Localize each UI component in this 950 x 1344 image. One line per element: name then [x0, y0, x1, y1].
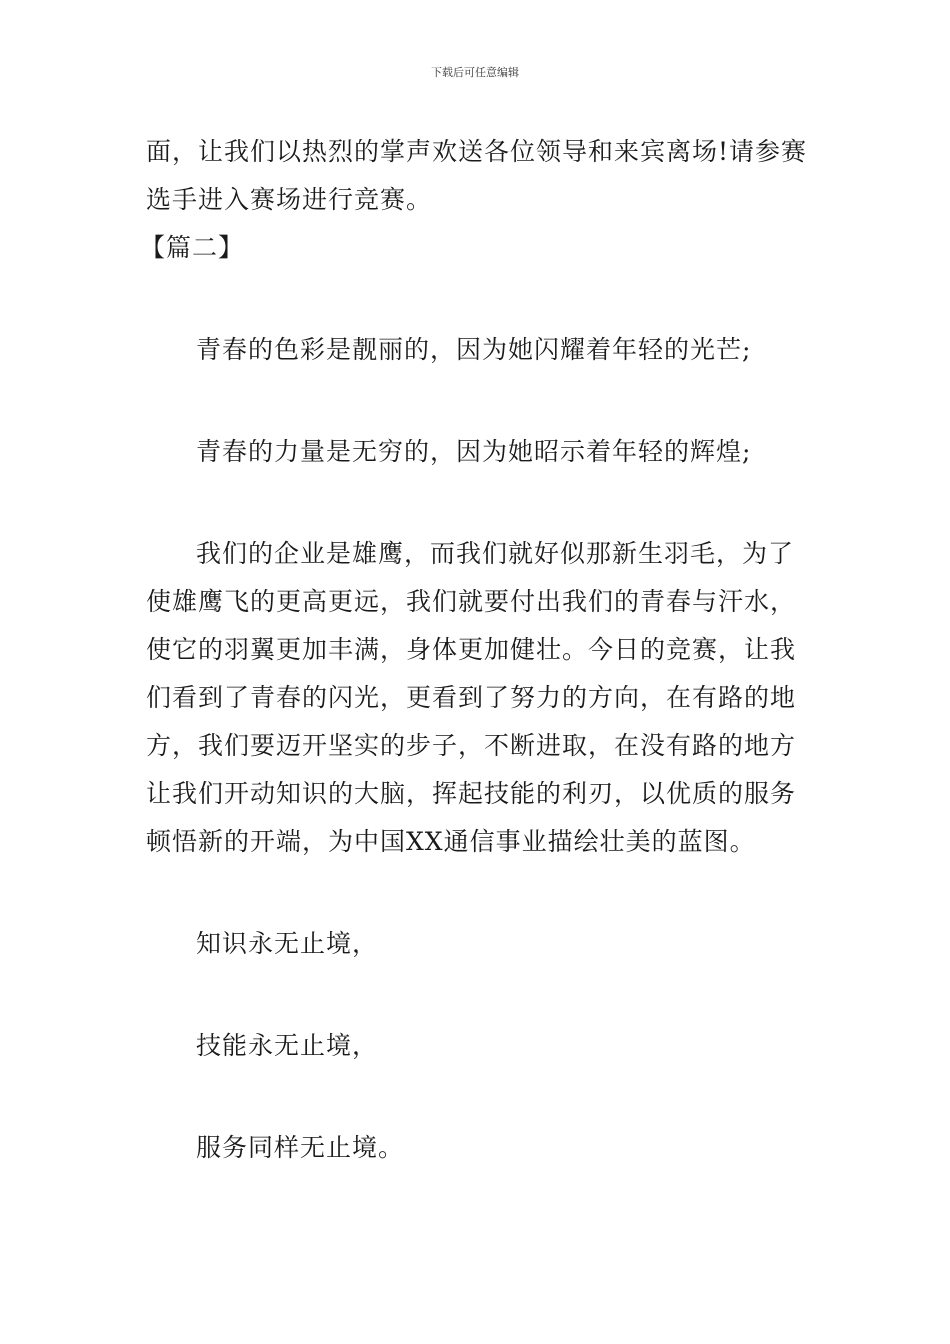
spacer	[146, 272, 814, 326]
main-paragraph-line-2: 使雄鹰飞的更高更远，我们就要付出我们的青春与汗水，	[146, 587, 797, 616]
intro-line-2: 选手进入赛场进行竞赛。	[146, 185, 433, 214]
intro-line-1: 面，让我们以热烈的掌声欢送各位领导和来宾离场!请参赛	[146, 137, 808, 166]
knowledge-line: 知识永无止境，	[196, 929, 379, 958]
main-paragraph-line-7: 顿悟新的开端，为中国XX通信事业描绘壮美的蓝图。	[146, 827, 756, 856]
youth-color-line: 青春的色彩是靓丽的，因为她闪耀着年轻的光芒;	[196, 335, 752, 364]
section-heading: 【篇二】	[140, 233, 245, 262]
spacer	[146, 1070, 814, 1124]
main-paragraph-line-5: 方，我们要迈开坚实的步子，不断进取，在没有路的地方	[146, 731, 797, 760]
spacer	[146, 968, 814, 1022]
skills-line: 技能永无止境，	[196, 1031, 379, 1060]
document-body	[140, 128, 814, 1172]
main-paragraph-line-6: 让我们开动知识的大脑，挥起技能的利刃，以优质的服务	[146, 779, 797, 808]
main-paragraph-line-3: 使它的羽翼更加丰满，身体更加健壮。今日的竞赛，让我	[146, 635, 797, 664]
page-header-note: 下载后可任意编辑	[431, 66, 519, 79]
main-paragraph-line-1: 我们的企业是雄鹰，而我们就好似那新生羽毛，为了	[196, 539, 795, 568]
main-paragraph-line-4: 们看到了青春的闪光，更看到了努力的方向，在有路的地	[146, 683, 797, 712]
service-line: 服务同样无止境。	[196, 1133, 405, 1162]
spacer	[146, 866, 814, 920]
spacer	[146, 476, 814, 530]
spacer	[146, 374, 814, 428]
youth-power-line: 青春的力量是无穷的，因为她昭示着年轻的辉煌;	[196, 437, 752, 466]
